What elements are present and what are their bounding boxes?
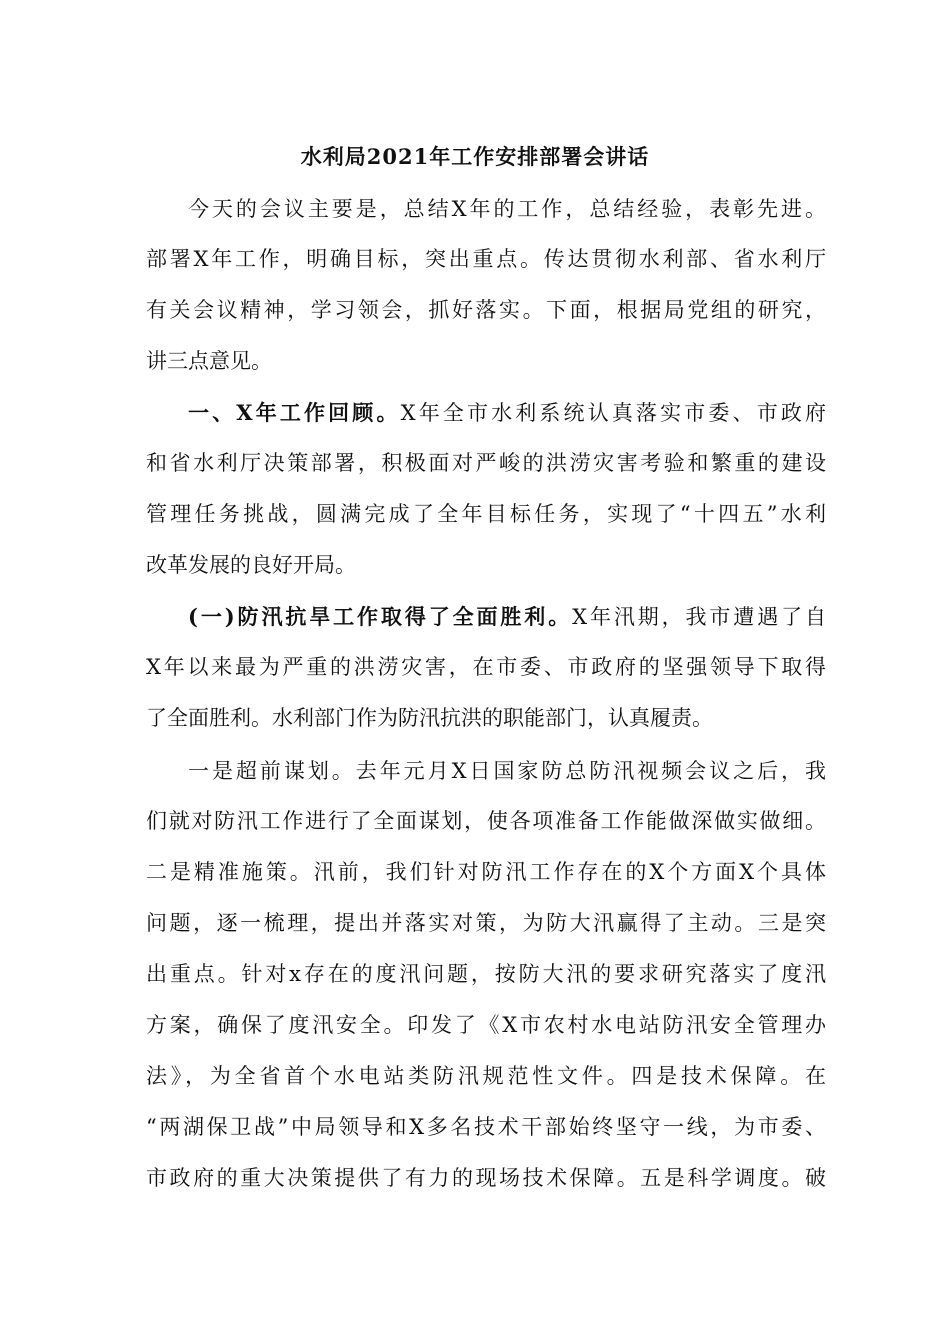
measures-line-6: 方案，确保了度汛安全。印发了《X市农村水电站防汛安全管理办 — [146, 1013, 826, 1037]
measures-line-2: 们就对防汛工作进行了全面谋划，使各项准备工作能做深做实做细。 — [146, 809, 826, 833]
measures-line-1: 一是超前谋划。去年元月X日国家防总防汛视频会议之后，我 — [188, 759, 826, 783]
intro-line-3: 有关会议精神，学习领会，抓好落实。下面，根据局党组的研究， — [146, 298, 826, 322]
subsection-1-line-2: X年以来最为严重的洪涝灾害，在市委、市政府的坚强领导下取得 — [146, 655, 826, 679]
intro-line-2: 部署X年工作，明确目标，突出重点。传达贯彻水利部、省水利厅 — [146, 247, 826, 271]
intro-line-4: 讲三点意见。 — [146, 349, 272, 373]
subsection-1-heading: (一)防汛抗旱工作取得了全面胜利。 — [188, 604, 573, 629]
measures-line-3: 二是精准施策。汛前，我们针对防汛工作存在的X个方面X个具体 — [146, 860, 826, 884]
document-title: 水利局2021年工作安排部署会讲话 — [300, 144, 650, 169]
section-1-line-3: 管理任务挑战，圆满完成了全年目标任务，实现了“十四五”水利 — [146, 502, 826, 526]
measures-line-8: “两湖保卫战”中局领导和X多名技术干部始终坚守一线，为市委、 — [146, 1115, 826, 1139]
subsection-1-line-3: 了全面胜利。水利部门作为防汛抗洪的职能部门，认真履责。 — [146, 706, 713, 730]
measures-line-5: 出重点。针对x存在的度汛问题，按防大汛的要求研究落实了度汛 — [146, 962, 826, 986]
section-1-line-1 — [188, 396, 826, 430]
section-1-text-1: X年全市水利系统认真落实市委、市政府 — [400, 401, 826, 425]
measures-line-9: 市政府的重大决策提供了有力的现场技术保障。五是科学调度。破 — [146, 1166, 826, 1190]
subsection-1-line-1 — [188, 600, 826, 634]
measures-line-7: 法》，为全省首个水电站类防汛规范性文件。四是技术保障。在 — [146, 1064, 826, 1088]
subsection-1-text-1: X年汛期，我市遭遇了自 — [572, 605, 826, 629]
section-1-line-2: 和省水利厅决策部署，积极面对严峻的洪涝灾害考验和繁重的建设 — [146, 451, 826, 475]
section-1-line-4: 改革发展的良好开局。 — [146, 553, 356, 577]
measures-line-4: 问题，逐一梳理，提出并落实对策，为防大汛赢得了主动。三是突 — [146, 911, 826, 935]
intro-line-1: 今天的会议主要是，总结X年的工作，总结经验，表彰先进。 — [188, 197, 826, 221]
section-1-heading: 一、X年工作回顾。 — [188, 400, 401, 425]
